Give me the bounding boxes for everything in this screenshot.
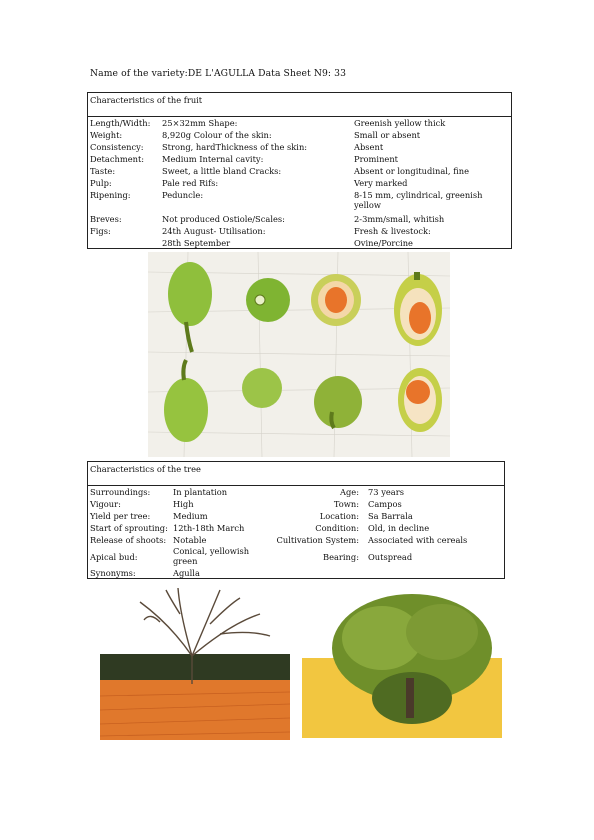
tree-row-value: Notable: [173, 535, 207, 545]
tree-row-label-right: Age:: [339, 487, 359, 497]
bare-tree-photo: [100, 584, 290, 740]
fruit-row-label: Consistency:: [90, 142, 144, 152]
tree-row-value-right: Outspread: [368, 552, 413, 562]
fruit-row-label: Length/Width:: [90, 118, 151, 128]
fruit-row-value: 25×32mm Shape:: [162, 118, 238, 128]
fruit-row-value: Strong, hardThickness of the skin:: [162, 142, 308, 152]
tree-row-value-right: Campos: [368, 499, 402, 509]
fruit-row-value: Sweet, a little bland Cracks:: [162, 166, 282, 176]
fruit-row-value: 28th September: [162, 238, 231, 248]
fruit-row-detail: Very marked: [354, 178, 408, 188]
tree-row-label-right: Bearing:: [322, 552, 359, 562]
fruit-row-detail: 8-15 mm, cylindrical, greenish yellow: [354, 190, 483, 210]
tree-row-label-right: Location:: [319, 511, 359, 521]
tree-row-label: Synonyms:: [90, 568, 136, 578]
tree-row-value: Conical, yellowish green: [173, 546, 250, 566]
tree-row-value: Agulla: [173, 568, 200, 578]
fruit-row-value: Not produced Ostiole/Scales:: [162, 214, 285, 224]
fruit-row-detail: Fresh & livestock:: [354, 226, 431, 236]
tree-row-label: Start of sprouting:: [90, 523, 168, 533]
fruit-table-divider: [88, 116, 511, 117]
fruit-row-detail: Prominent: [354, 154, 398, 164]
tree-row-value-right: 73 years: [368, 487, 404, 497]
tree-row-value-right: Associated with cereals: [368, 535, 468, 545]
tree-characteristics-table: [87, 461, 505, 579]
fruit-row-label: Figs:: [90, 226, 111, 236]
tree-row-value-right: Sa Barrala: [368, 511, 413, 521]
tree-row-label-right: Cultivation System:: [276, 535, 359, 545]
tree-table-divider: [88, 485, 504, 486]
fruit-row-detail: 2-3mm/small, whitish: [354, 214, 445, 224]
fruit-row-detail: Greenish yellow thick: [354, 118, 446, 128]
tree-row-value: Medium: [173, 511, 208, 521]
fruit-row-label: Weight:: [90, 130, 123, 140]
fruit-row-label: Pulp:: [90, 178, 112, 188]
fruit-row-value: Medium Internal cavity:: [162, 154, 264, 164]
fruit-row-value: 24th August- Utilisation:: [162, 226, 266, 236]
tree-row-value: In plantation: [173, 487, 228, 497]
tree-row-value: High: [173, 499, 194, 509]
tree-row-label: Yield per tree:: [90, 511, 151, 521]
fruit-row-label: Taste:: [90, 166, 116, 176]
leafy-tree-photo: [302, 588, 502, 738]
fig-fruits-photo: [148, 252, 450, 457]
fruit-row-detail: Absent or longitudinal, fine: [354, 166, 469, 176]
page-title: Name of the variety:DE L'AGULLA Data Sheet N9: 33: [90, 68, 347, 79]
tree-row-value-right: Old, in decline: [368, 523, 430, 533]
tree-row-label: Release of shoots:: [90, 535, 167, 545]
tree-row-label-right: Condition:: [315, 523, 359, 533]
fruit-table-header: Characteristics of the fruit: [90, 95, 203, 105]
fruit-row-detail: Ovine/Porcine: [354, 238, 413, 248]
tree-row-label-right: Town:: [333, 499, 359, 509]
tree-row-label: Vigour:: [90, 499, 121, 509]
tree-row-label: Surroundings:: [90, 487, 151, 497]
fruit-row-value: 8,920g Colour of the skin:: [162, 130, 272, 140]
fruit-row-label: Ripening:: [90, 190, 131, 200]
fruit-row-value: Pale red Rifs:: [162, 178, 219, 188]
fruit-row-label: Detachment:: [90, 154, 145, 164]
tree-row-label: Apical bud:: [90, 552, 138, 562]
tree-row-value: 12th-18th March: [173, 523, 245, 533]
fruit-row-label: Breves:: [90, 214, 122, 224]
fruit-row-detail: Small or absent: [354, 130, 421, 140]
tree-table-header: Characteristics of the tree: [90, 464, 201, 474]
fruit-row-detail: Absent: [354, 142, 384, 152]
fruit-characteristics-table: [87, 92, 512, 249]
fruit-row-value: Peduncle:: [162, 190, 204, 200]
